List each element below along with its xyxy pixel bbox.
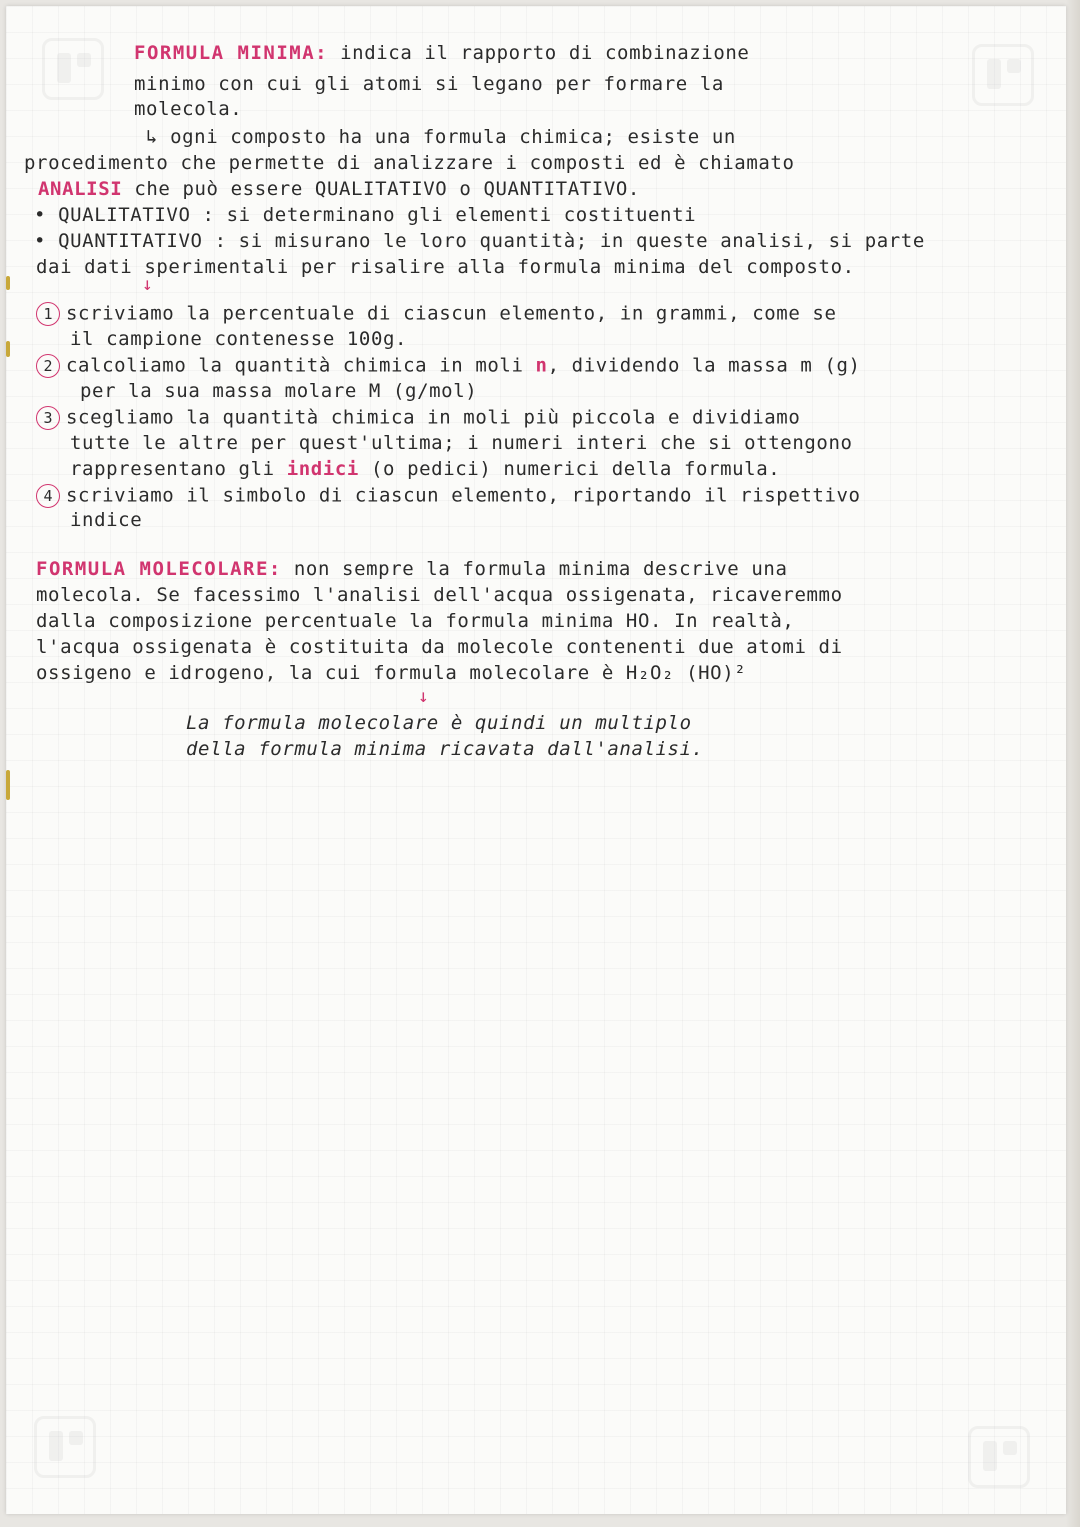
text-span: non sempre la formula minima descrive una <box>281 558 788 580</box>
text-line: ↳ ogni composto ha una formula chimica; esiste un <box>146 126 736 148</box>
text-span: scriviamo la percentuale di ciascun elemento, in grammi, come se <box>66 302 837 325</box>
step-number-badge: 4 <box>36 484 60 508</box>
step-number-badge: 3 <box>36 406 60 430</box>
text-span: scegliamo la quantità chimica in moli più piccola e dividiamo <box>66 406 801 429</box>
text-line: minimo con cui gli atomi si legano per formare la <box>134 73 724 95</box>
margin-mark <box>6 770 10 800</box>
text-line: per la sua massa molare M (g/mol) <box>80 380 478 402</box>
text-span: scriviamo il simbolo di ciascun elemento, riportando il rispettivo <box>66 484 861 507</box>
watermark-logo-icon <box>968 1426 1030 1488</box>
indici-line <box>70 458 780 480</box>
watermark-logo-icon <box>42 38 104 100</box>
analisi-keyword: ANALISI <box>38 178 123 200</box>
formula-molecolare-line <box>36 558 787 580</box>
step-number-badge: 2 <box>36 354 60 378</box>
text-span: (o pedici) numerici della formula. <box>358 458 781 480</box>
step-4-line <box>36 484 861 508</box>
watermark-logo-icon <box>34 1416 96 1478</box>
formula-minima-line <box>134 42 749 64</box>
text-span: calcoliamo la quantità chimica in moli <box>66 354 536 377</box>
text-line: il campione contenesse 100g. <box>70 328 408 350</box>
text-span: rappresentano gli <box>70 458 287 480</box>
margin-mark <box>6 276 10 290</box>
watermark-logo-icon <box>972 44 1034 106</box>
text-line: indice <box>70 509 143 531</box>
page-edge-shadow <box>1066 0 1080 1527</box>
n-keyword: n <box>535 354 548 377</box>
down-arrow-icon: ↓ <box>142 274 154 295</box>
text-span: indica il rapporto di combinazione <box>328 42 750 64</box>
margin-mark <box>6 341 10 357</box>
step-1-line <box>36 302 837 326</box>
down-arrow-icon: ↓ <box>418 686 430 707</box>
text-span: , dividendo la massa m (g) <box>547 354 861 377</box>
formula-minima-heading: FORMULA MINIMA: <box>134 42 329 64</box>
bullet-qualitativo: • QUALITATIVO : si determinano gli elementi costituenti <box>34 204 697 226</box>
conclusion-line: della formula minima ricavata dall'analisi. <box>186 738 704 760</box>
text-line: l'acqua ossigenata è costituita da molecole contenenti due atomi di <box>36 636 843 658</box>
bullet-quantitativo: • QUANTITATIVO : si misurano le loro quantità; in queste analisi, si parte <box>34 230 925 252</box>
text-line: molecola. Se facessimo l'analisi dell'acqua ossigenata, ricaveremmo <box>36 584 843 606</box>
text-line: procedimento che permette di analizzare i composti ed è chiamato <box>24 152 795 174</box>
notebook-page <box>6 6 1066 1514</box>
text-line: dai dati sperimentali per risalire alla formula minima del composto. <box>36 256 855 278</box>
text-line: ossigeno e idrogeno, la cui formula molecolare è H₂O₂ (HO)² <box>36 662 747 684</box>
text-line: tutte le altre per quest'ultima; i numeri interi che si ottengono <box>70 432 853 454</box>
indici-keyword: indici <box>286 458 359 480</box>
step-number-badge: 1 <box>36 302 60 326</box>
text-line: dalla composizione percentuale la formula minima HO. In realtà, <box>36 610 795 632</box>
text-span: che può essere QUALITATIVO o QUANTITATIVO. <box>122 178 640 200</box>
step-3-line <box>36 406 800 430</box>
formula-molecolare-heading: FORMULA MOLECOLARE: <box>36 558 282 580</box>
text-line: molecola. <box>134 98 243 120</box>
analisi-line <box>38 178 640 200</box>
step-2-line <box>36 354 861 378</box>
conclusion-line: La formula molecolare è quindi un multiplo <box>186 712 692 734</box>
